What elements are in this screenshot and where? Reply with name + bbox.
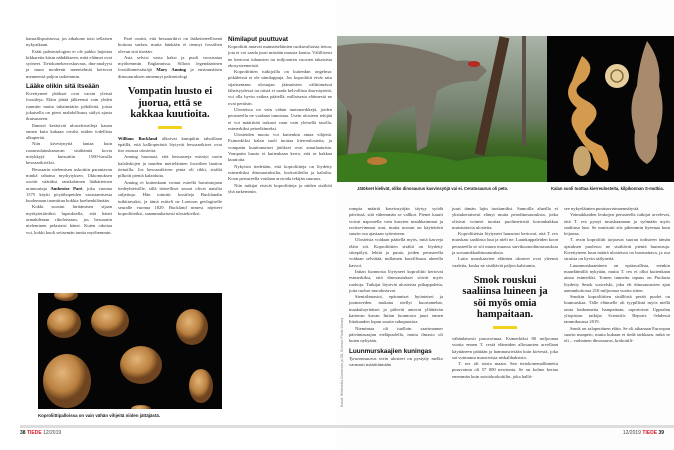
paragraph: Luunmurskaaminen on epätavallista, etenkin maaeläimillä nykyään, mutta T. rex ei ollut kuitenkaan ainoa esimerkki. Toinen tunnettu tapaus on Puolasta löydetty Smok wawelski, joka eli dinosaurusten ajan aamunkoitossa 210 miljoonaa vuotta sitten.	[564, 262, 670, 293]
pull-quote: Vompatin luusto ei juorua, että se kakkaa kuutioita.	[127, 86, 213, 121]
paragraph: Anning ei kuitenkaan voinut esitellä havaintojaan tiedeyhteisölle, sillä tieteelliset seurat olivat naisilta suljettuja. Hän toimitti fossiileja Bucklandin tutkittavaksi, ja tämä esitteli ne Lontoon geologiselle seuralle vuonna 1829. Buckland nimesi näytteet koproliiteiksi, sananmukaisesti ulostekiviksi.	[118, 179, 222, 217]
text: Besoaarin nielemisen uskottiin parantavan minkä tahansa myrkytyksen. Ukkomuksen osoitti vääräksi ranskalainen lääkärietoen uranuurtaja	[26, 166, 112, 191]
text: ja ensimmäisen dinosauruksen nimennyt paleontologi	[118, 67, 222, 79]
paragraph: Intian luonnosta löytyneet koproliitit kertovat esimerkiksi, että dinosaurukset söivät myös ruohoja. Tutkijat löysivät ulosteista piikappaleita, joita ruohot muodostavat.	[349, 268, 443, 293]
text: ulosteet on pystytty melko varmasti määrittämään	[349, 355, 443, 367]
page-number: 38	[20, 430, 26, 436]
coprolite-caption: Kalan suoli tuottaa kierreulosteita, kilpikonnan S-mutkia.	[551, 186, 664, 191]
paragraph: Ihmiset keräsivät ulostefossiileja kauan ennen kuin kukaan oivalsi niiden todellista alkuperää.	[26, 122, 112, 141]
article-column-5-bottom	[452, 336, 558, 380]
magazine-brand: TIEDE	[642, 430, 658, 436]
paragraph	[349, 356, 443, 369]
pull-quote: Smok rouskui saaliinsa luineen ja söi myös omia hampaitaan.	[462, 274, 548, 321]
ceratosaurus-photo	[337, 36, 547, 182]
page-number: 39	[658, 430, 664, 436]
ceratosaurus-illustration	[337, 36, 547, 182]
coprolite-balls-image	[38, 293, 222, 409]
paragraph: T. rexin koproliitit tarjoavat suoran todisteen tämän ajatuksen puolesta: ne sisältävät pieniä luunsiruja. Kivettyneen luun määrä ulosteissa on huomattava, ja osa siruista on hyvin säilyneitä.	[564, 237, 670, 262]
article-column-6	[564, 206, 670, 345]
article-column-2-bottom	[118, 136, 222, 218]
paragraph: Niin kivettynyttä lantaa kuin ruoansulatuskanavan sisältämiä kovia möykkyjä kutsuttiin 1500-luvulla besoaarikiviksi.	[26, 141, 112, 166]
article-column-2-top	[118, 36, 222, 80]
page-folio	[623, 430, 664, 436]
article-column-5-top	[452, 206, 558, 269]
text: alkoivat kumpikin tahoillaan epäillä, että kallioperästä löytyvät besoaarikivet ovat itse asiassa ulosteita.	[118, 135, 222, 154]
article-column-3	[228, 36, 332, 195]
paragraph: Smok on salaperäinen eläin. Se oli aikanaan Euroopan suurin maapeto, mutta kukaan ei tiedä tarkkaan, mikä se oli – varhainen dinosaurus, krokotiili-	[564, 325, 671, 344]
right-page	[337, 0, 674, 450]
paragraph: Anning huomasi, että besoaareja esiintyi usein kalaliskojen ja muiden merieläinten fossiilien lantion tienoilla. Jos besoaarikiven pinta oli rikki, sisältä pilkotti pieniä kalanluita.	[118, 154, 222, 179]
text: Asia selvisi vasta kaksi ja puoli vuosisataa myöhemmin Englannissa. Silloin legendaarinen fossiilinmetsästäjä	[118, 54, 222, 73]
footer-rule	[20, 425, 337, 428]
paragraph: kansallispuistossa, jos aikakone toisi sellaisen nykyaikaan.	[26, 36, 112, 48]
dino-caption: Jätökset kielivät, oliko dinosaurus kasvinsyöjä vai ei. Ceratosaurus oli peto.	[357, 186, 509, 191]
article-column-1	[26, 36, 112, 236]
paragraph: Smokin koproliittien sisällöstä peräti puolet on luumurskaa. Tälle eläimelle oli tyypillistä myös niellä omia katkenneita hampaitaan, raportoivat Uppsalan yliopiston tutkijat Scientific Reports -lehdessä tammikuussa 2019.	[564, 294, 670, 325]
section-heading: Nimilaput puuttuvat	[228, 36, 288, 43]
paragraph: Ulosteissa on vain vähän tuntomerkkejä, joiden perusteella ne voidaan tunnistaa. Usein ulosteen tekijää ei voi määrittää tarkasti vaan vain yleisellä tasolla, esimerkiksi petoeläimeksi.	[228, 106, 332, 131]
paragraph	[118, 136, 222, 155]
photo-caption: Koproliittipalloissa on vain vähän vihjeitä niiden jättäjästä.	[38, 413, 160, 418]
spiral-coprolites-image	[547, 36, 674, 182]
coprolite-balls-photo	[38, 293, 222, 409]
paragraph: Koproliittien tutkijoilla on kuitenkin ongelma: pökäleissä ei ole nimilappuja. Jos koproliitit eivät satu sijaitsemaan ulostajan jäännösten välittömässä läheisyydessä tai niistä ei saada kelvollista dna-näytettä, voi olla hyvin vaikea päätellä, millaisesta eläimestä ne ovat peräisin.	[228, 69, 332, 106]
paragraph: vähänlaisesti puruvoimaa. Esimerkiksi 80 miljoonaa vuotta ennen T. rexiä eläneiden allosaurien arvellaan käyttäneen päätään ja hammasriviään kuin kirvestä, joka sai voimansa massiivista niskalihaksista.	[452, 335, 558, 360]
article-column-4	[349, 206, 443, 368]
paragraph: Voimakkaiden leukojen perusteella tutkijat arvelevat, että T. rex pystyi murskaamaan ja syömään myös saaliinsa luut. Se muistutti siis pikemmin hyeenaa kuin leijonaa.	[564, 212, 670, 237]
paragraph: Kokki suostui hirttämisen sijaan myrkytettäväksi lupauksella, että hänet armahdetaan rikoloistaan, jos besoaarin nieleminen pelastaisi hänet. Kuten odottaa voi, kokki kuoli seitsemän tuntia myöhemmin.	[26, 204, 112, 235]
paragraph: Koproliiteista löytyneet luunsirut kertovat, että T. rex murskasi saaliinsa luut ja nieli ne. Luunkappaleiden koon perusteella se söi muun muassa sarvikuonodinosauruksia ja sorsanokkadinosauruksia.	[452, 231, 558, 256]
paragraph: Niin tutkijat etsivät koproliitteja ja niiden sisältöä yhä tarkemmin.	[228, 182, 332, 194]
photo-credit: Kuvat: Wikimedia Commons ja 3D, Science Photo Library	[340, 317, 344, 407]
section-heading: Lääke olikin sitä itseään	[26, 83, 100, 91]
paragraph: Eräät paleontologien ei ole pakko hajottaa kikkareita käsin nähdäkseen, mitä eläimet ovat syöneet. Tietokonekerroskuvaus, dna-analyysi ja muut modernit menetelmät kertovat menneestä paljon tarkemmin.	[26, 48, 112, 79]
paragraph: Paré osoitti, että besoaarikivi on lääketieteellisenä hoitona surkea, mutta hänkään ei tiennyt fossiilien olevan sitä itseään.	[118, 36, 222, 54]
person-name: William Buckland	[118, 135, 158, 141]
issue-number: 12/2019	[43, 430, 62, 436]
person-name: Ambroise Paré	[50, 185, 83, 191]
accent-bar	[158, 126, 182, 129]
magazine-brand: TIEDE	[26, 430, 42, 436]
paragraph	[26, 167, 112, 205]
section-heading: Luunmurskaajien kuningas	[349, 347, 432, 355]
article-column-2	[118, 36, 222, 217]
coprolite-spirals-photo	[547, 36, 674, 182]
paragraph: Nykyisin tiedetään, että koproliitteja on löydetty esimerkiksi dinosauruksilta, krokotiileilta ja kaloilta. Koon perusteella voidaan arvioida tekijän suuruus.	[228, 163, 332, 182]
paragraph: Sienirihmastot, epäonniset hyönteiset ja juomaveden mukana niellyt kuoriamebat, maakuluyritäiset ja piilevät antavat yllättävän kattavan kuvan Intian luonnosta juuri ennen liitukauden lopun suurta sukupuuttoa.	[349, 294, 443, 325]
paragraph: see nykyeläinten puraisuvoimaennätystä.	[564, 206, 640, 211]
paragraph: Niemimaa oli tuolloin saarimanner päiväntasaajan eteläpuolella, mutta ilmasto oli kuten nykyään.	[349, 325, 443, 344]
paragraph	[118, 55, 222, 80]
footer-rule	[337, 425, 674, 428]
page-folio	[20, 430, 61, 436]
accent-bar	[493, 326, 517, 329]
species-name: Tyrannosaurus rexin	[349, 355, 389, 361]
paragraph: Ulosteista voidaan päätellä myös, mitä kasveja eläin söi. Koproliittien sisältä on löydetty siitepölyä, lehtiä ja puuta, joiden perusteella voidaan selvittää, millainen kasvillisuus alueella kasvoi.	[349, 237, 443, 268]
paragraph: Koproliitit antavat muinaiseläinten ruokavalioista tietoa, jota ei voi saada juuri mistään muusta kautta. Välillisesti ne kertovat tuhansien tai miljoonien vuosien takaisista ekosysteemeistä.	[228, 44, 332, 68]
paragraph: Luita murskaavien eläinten ulosteet ovat yleensä vaaleita, koska ne sisältävät paljon kalsiumia.	[452, 256, 558, 268]
article-column-5	[452, 206, 558, 380]
paragraph: Kivettyneet jätökset ovat varsin yleisiä fossiileja. Eläin jättää jälkeensä vain yhden ruumiin mutta tuhatmäärin pökäleitä, joista jokaisella on pieni mahdollisuus säilyä ajasta ikuisuuteen.	[26, 91, 112, 122]
issue-number: 12/2019	[622, 430, 641, 436]
paragraph: Ulosteiden muoto voi kuitenkin antaa vihjeitä. Esimerkiksi kalan suoli tuottaa kierreulosteita, ja vompatin kuutiomaiset jätökset ovat ainutlaatuisia. Vompatin luusto ei kuitenkaan kerro, että se kakkaa kuutioita.	[228, 132, 332, 163]
paragraph: T. rex oli toista maata. Sen tietokonemallinnettu puruvoima oli 57 000 newtonia. Se on kolme kertaa enemmän kuin suistokrokotiilin, joka hallit-	[452, 361, 558, 379]
paragraph: juuri tämän lajin tuottamiksi. Samoilla alueilla ei yksinkertaisesti elänyt muita petodinosauruksia, jotka olisivat voineet tuottaa puolimetrisiä koirankakkaa muistuttavia ulosteita.	[452, 206, 558, 230]
text: , joka vuonna 1575 käytti pöytähopeiden varastamisesta kuolemaan tuomittua kokkia koehenkilönään.	[26, 185, 112, 204]
paragraph: rompia määriä kasvinsyöjän täytyy syödä päivässä, sitä vähemmän se vallkoi. Pienet kaurit voivat napostella vain kasvien maukkaimmat ja ravitsevimmat osat, mutta norsun on käytettävä suurin osa ajastaan syömiseen.	[349, 206, 443, 237]
person-name: Mary Anning	[156, 67, 186, 73]
